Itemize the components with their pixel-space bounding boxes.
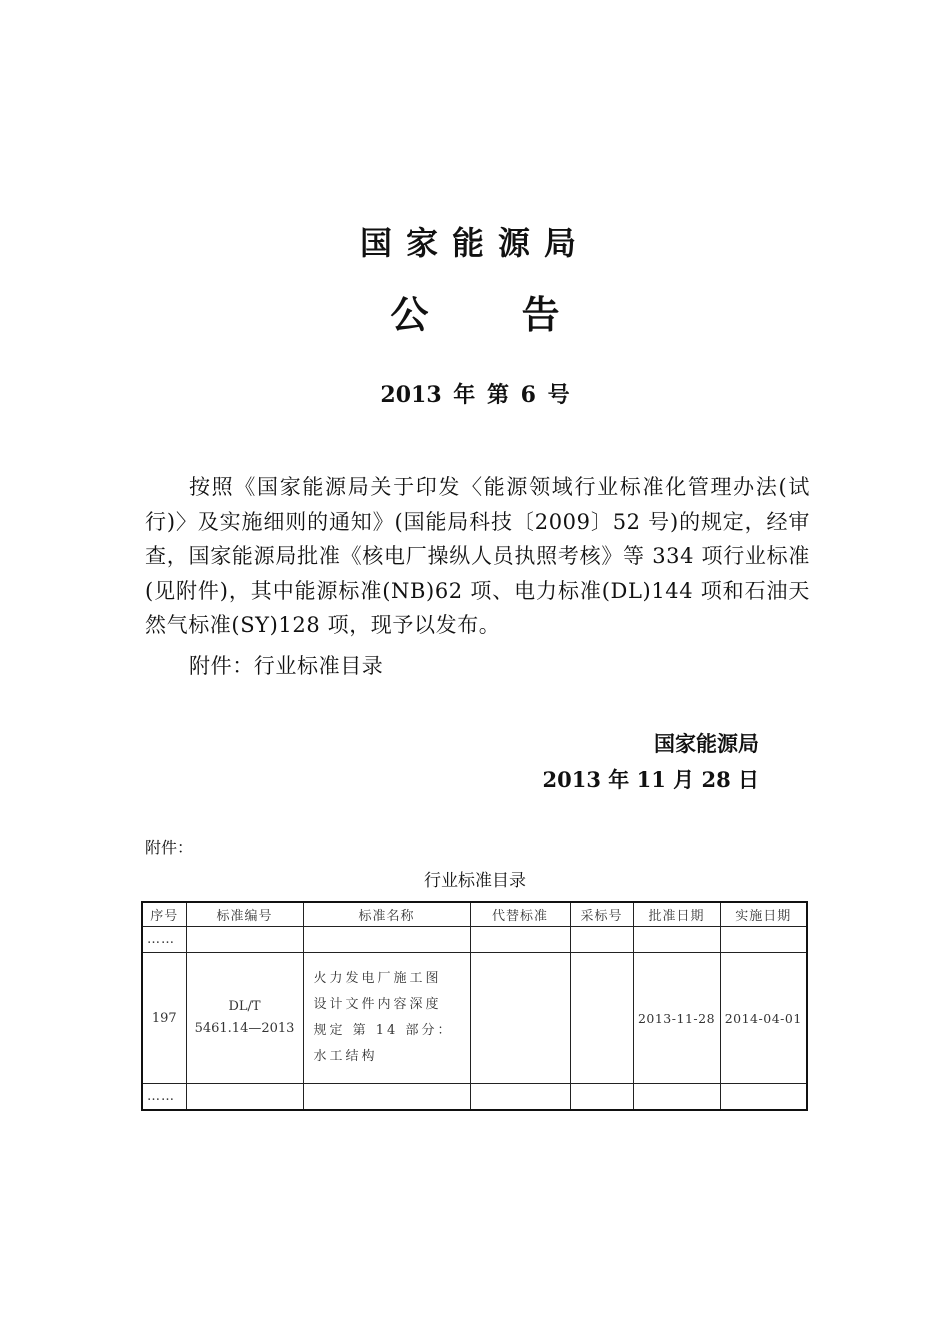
table-row [142, 953, 807, 1084]
table-header-row [142, 902, 807, 927]
issuing-organization-title: 国家能源局 [359, 224, 590, 262]
row-index: 197 [142, 953, 186, 1084]
col-header-index: 序号 [142, 902, 186, 927]
ellipsis-cell: …… [142, 927, 186, 953]
row-effective-date: 2014-04-01 [720, 953, 807, 1084]
row-name-line: 火力发电厂施工图 [313, 971, 442, 986]
row-code-number: 5461.14—2013 [194, 1021, 295, 1036]
signature-date: 2013 年 11 月 28 日 [542, 767, 759, 792]
attachment-label: 附件： [145, 838, 194, 857]
row-code-prefix: DL/T [228, 999, 261, 1014]
row-adopted-no [570, 953, 633, 1084]
row-code [186, 953, 303, 1084]
notice-paragraph: 按照《国家能源局关于印发〈能源领域行业标准化管理办法(试行)〉及实施细则的通知》(国能局科技〔2009〕52 号)的规定，经审查，国家能源局批准《核电厂操纵人员执照考核》等 334 项行业标准(见附件)，其中能源标准(NB)62 项、电力标准(DL)144 项和石油天然气标准(SY)128 项，现予以发布。 [145, 475, 810, 637]
table-row [142, 927, 807, 953]
notice-title: 公 告 [390, 293, 600, 337]
col-header-name: 标准名称 [303, 902, 470, 927]
col-header-approval-date: 批准日期 [633, 902, 720, 927]
row-name [303, 953, 470, 1084]
signature-organization: 国家能源局 [654, 732, 759, 756]
row-replaces [470, 953, 570, 1084]
col-header-code: 标准编号 [186, 902, 303, 927]
issue-number: 2013 年 第 6 号 [380, 382, 570, 408]
attachment-reference: 附件：行业标准目录 [189, 654, 384, 678]
standards-table [141, 901, 808, 1111]
row-name-line: 规定 第 14 部分： [313, 1023, 454, 1038]
col-header-adopted: 采标号 [570, 902, 633, 927]
table-title: 行业标准目录 [424, 871, 526, 891]
table-row [142, 1084, 807, 1111]
row-name-line: 水工结构 [313, 1049, 378, 1064]
row-approval-date: 2013-11-28 [633, 953, 720, 1084]
ellipsis-cell: …… [142, 1084, 186, 1111]
col-header-replaces: 代替标准 [470, 902, 570, 927]
row-name-line: 设计文件内容深度 [313, 997, 442, 1012]
notice-body [145, 470, 810, 643]
col-header-effective-date: 实施日期 [720, 902, 807, 927]
